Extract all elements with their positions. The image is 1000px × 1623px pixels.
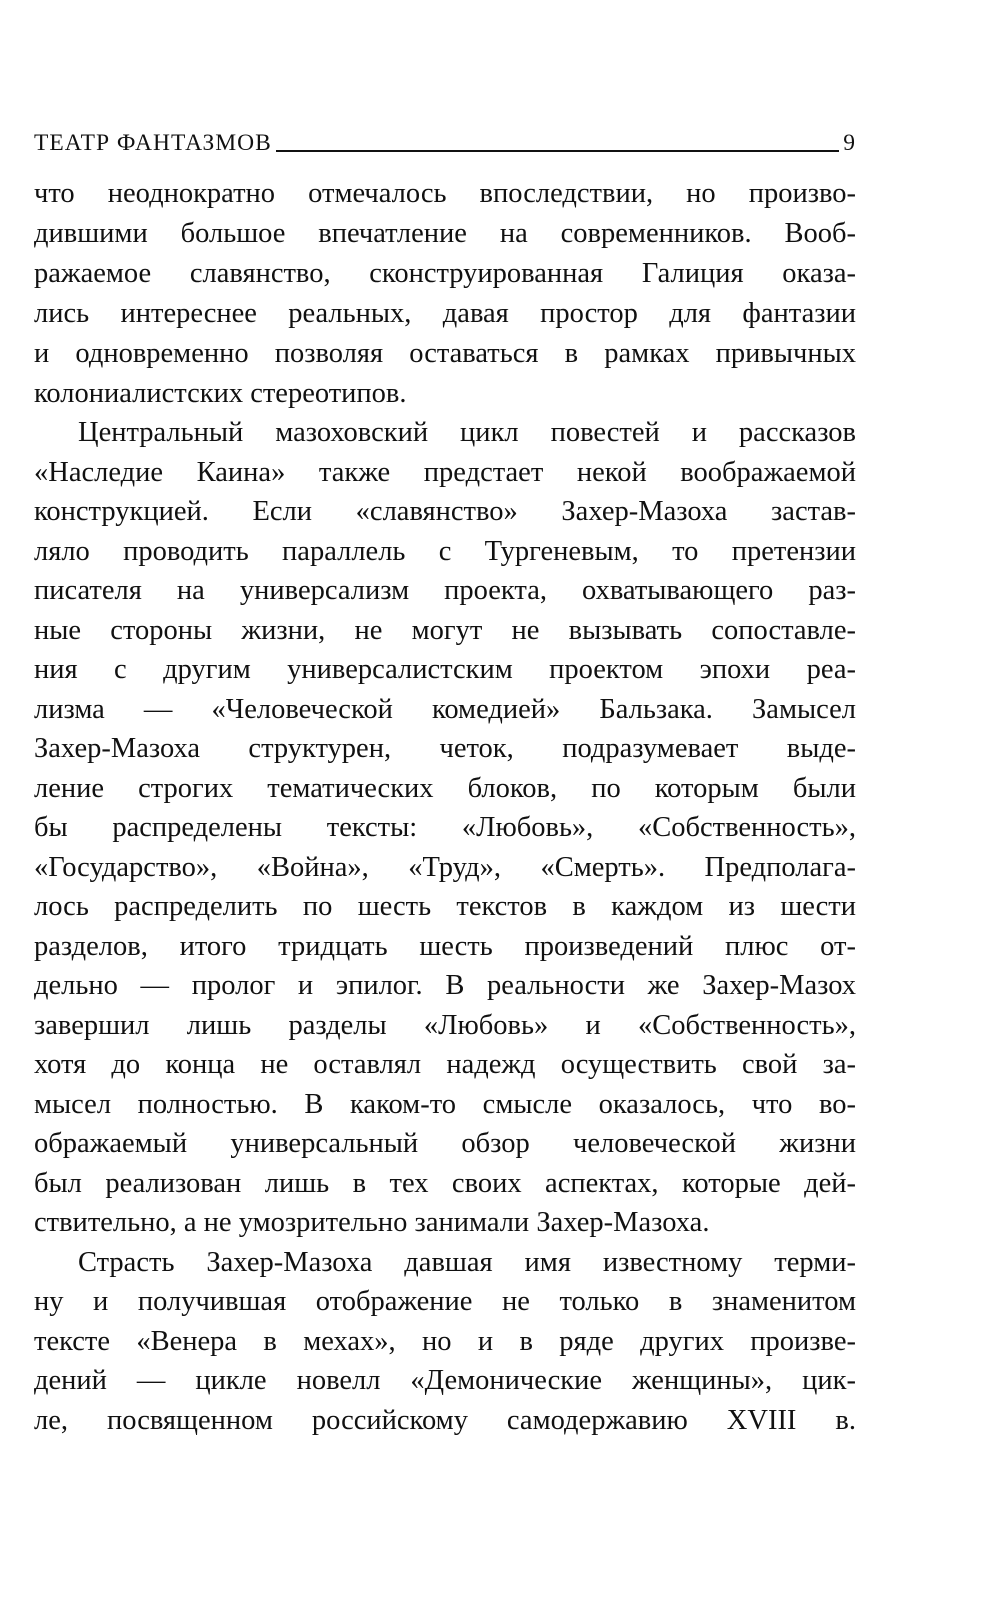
text-line: лось распределить по шесть текстов в каждом из шести xyxy=(34,891,856,922)
text-line: лись интереснее реальных, давая простор для фантазии xyxy=(34,298,856,329)
text-line: ле, посвященном российскому самодержавию XVIII в. xyxy=(34,1405,856,1436)
text-line: «Наследие Каина» также предстает некой воображаемой xyxy=(34,457,856,488)
text-line: ляло проводить параллель с Тургеневым, то претензии xyxy=(34,536,856,567)
text-line: колониалистских стереотипов. xyxy=(34,378,407,409)
text-line: ствительно, а не умозрительно занимали Захер-Мазоха. xyxy=(34,1207,710,1238)
text-line: писателя на универсализм проекта, охватывающего раз- xyxy=(34,575,856,606)
text-line: ния с другим универсалистским проектом эпохи реа- xyxy=(34,654,856,685)
text-line: завершил лишь разделы «Любовь» и «Собственность», xyxy=(34,1010,856,1041)
running-title: ТЕАТР ФАНТАЗМОВ xyxy=(34,129,272,156)
text-line: ные стороны жизни, не могут не вызывать сопоставле- xyxy=(34,615,856,646)
text-line: ображаемый универсальный обзор человеческой жизни xyxy=(34,1128,856,1159)
text-line: ну и получившая отображение не только в знаменитом xyxy=(34,1286,856,1317)
text-line: разделов, итого тридцать шесть произведений плюс от- xyxy=(34,931,856,962)
text-line: и одновременно позволяя оставаться в рамках привычных xyxy=(34,338,856,369)
header-rule xyxy=(276,150,839,152)
text-line: «Государство», «Война», «Труд», «Смерть». Предполага- xyxy=(34,852,856,883)
text-line: мысел полностью. В каком-то смысле оказалось, что во- xyxy=(34,1089,856,1120)
text-line: дившими большое впечатление на современников. Вооб- xyxy=(34,218,856,249)
text-line: Захер-Мазоха структурен, четок, подразумевает выде- xyxy=(34,733,856,764)
text-line: ление строгих тематических блоков, по которым были xyxy=(34,773,856,804)
text-line: конструкцией. Если «славянство» Захер-Мазоха застав- xyxy=(34,496,856,527)
text-line: дельно — пролог и эпилог. В реальности же Захер-Мазох xyxy=(34,970,856,1001)
paragraph-first-line: Страсть Захер-Мазоха давшая имя известному терми- xyxy=(78,1247,856,1278)
text-line: бы распределены тексты: «Любовь», «Собственность», xyxy=(34,812,856,843)
running-header xyxy=(34,125,856,155)
text-line: что неоднократно отмечалось впоследствии, но произво- xyxy=(34,178,856,209)
text-line: дений — цикле новелл «Демонические женщины», цик- xyxy=(34,1365,856,1396)
text-line: лизма — «Человеческой комедией» Бальзака. Замысел xyxy=(34,694,856,725)
page-number: 9 xyxy=(843,129,856,156)
text-line: ражаемое славянство, сконструированная Галиция оказа- xyxy=(34,258,856,289)
text-line: был реализован лишь в тех своих аспектах, которые дей- xyxy=(34,1168,856,1199)
text-line: тексте «Венера в мехах», но и в ряде других произве- xyxy=(34,1326,856,1357)
text-line: хотя до конца не оставлял надежд осуществить свой за- xyxy=(34,1049,856,1080)
paragraph-first-line: Центральный мазоховский цикл повестей и рассказов xyxy=(78,417,856,448)
